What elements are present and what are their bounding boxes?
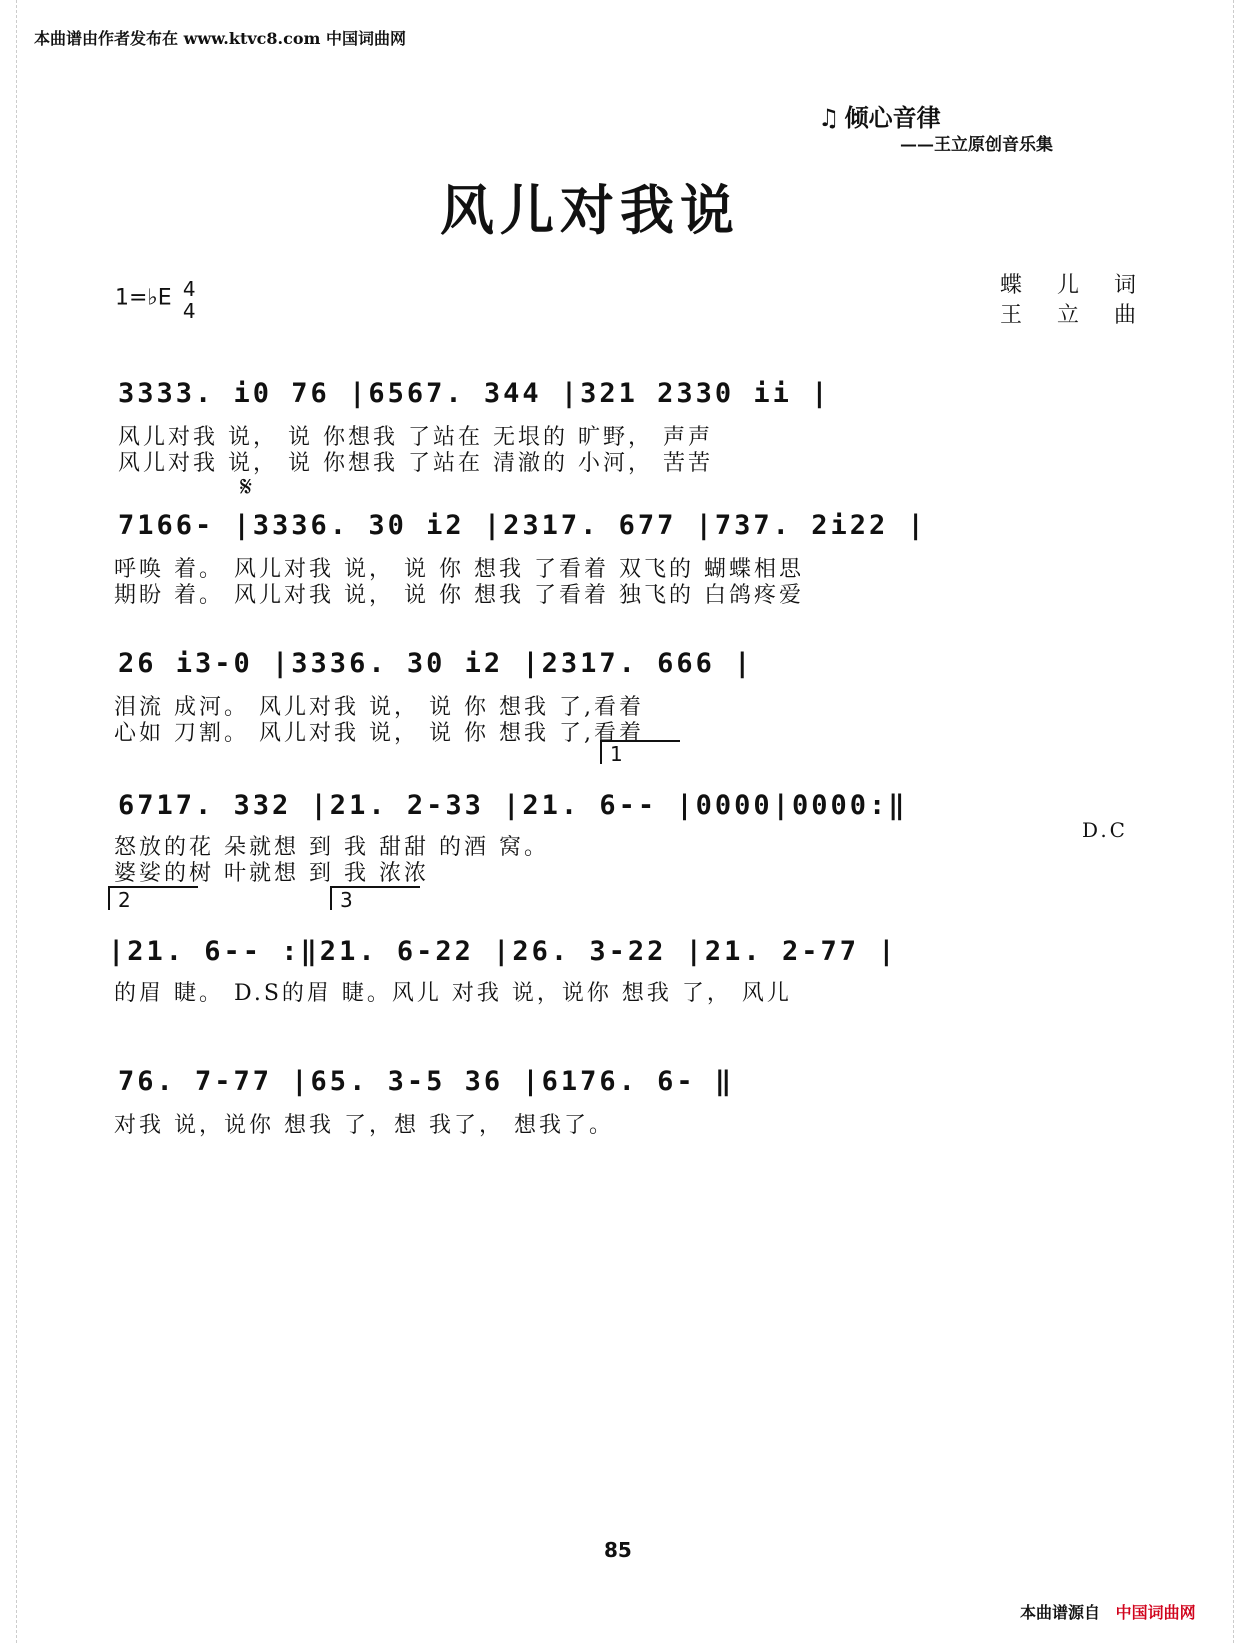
page-number: 85 [604, 1538, 632, 1562]
score-row-4-notes: 6717. 332 |21. 2-33 |21. 6-- |0000|0000:‖ [118, 790, 908, 821]
lyricist-credit: 蝶 儿 词 [1000, 273, 1150, 298]
score-row-4-lyrics-1: 怒放的花 朵就想 到 我 甜甜 的酒 窝。 [114, 835, 549, 860]
score-row-1-lyrics-2: 风儿对我 说， 说 你想我 了站在 清澈的 小河， 苦苦 [118, 451, 713, 476]
dc-mark: D.C [1082, 818, 1128, 842]
score-row-6-lyrics-1: 对我 说，说你 想我 了，想 我了， 想我了。 [114, 1113, 614, 1138]
score-row-2-lyrics-2: 期盼 着。 风儿对我 说， 说 你 想我 了看着 独飞的 白鸽疼爱 [114, 583, 804, 608]
volta-2: 2 [108, 886, 198, 910]
score-row-1-lyrics-1: 风儿对我 说， 说 你想我 了站在 无垠的 旷野， 声声 [118, 425, 713, 450]
time-bottom: 4 [182, 299, 196, 323]
key-signature [115, 278, 196, 322]
score-row-6-notes: 76. 7-77 |65. 3-5 36 |6176. 6- ‖ [118, 1066, 735, 1097]
score-row-1-notes: 3333. i0 76 |6567. 344 |321 2330 ii | [118, 378, 831, 409]
right-watermark-strip [1233, 0, 1248, 1643]
score-row-3-lyrics-1: 泪流 成河。 风儿对我 说， 说 你 想我 了,看着 [114, 695, 644, 720]
time-top: 4 [182, 277, 196, 301]
key-label: 1=♭E [115, 285, 172, 311]
footer-site-link[interactable]: 中国词曲网 [1115, 1603, 1196, 1622]
segno-icon: 𝄋 [240, 470, 253, 503]
series-logo [818, 98, 941, 133]
footer-source [1020, 1600, 1196, 1623]
score-row-3-lyrics-2: 心如 刀割。 风儿对我 说， 说 你 想我 了,看着 [114, 721, 644, 746]
score-row-5-lyrics-1: 的眉 睫。 D.S的眉 睫。风儿 对我 说，说你 想我 了， 风儿 [114, 981, 792, 1006]
footer-label: 本曲谱源自 [1020, 1603, 1101, 1622]
music-note-icon: ♫ [818, 103, 840, 132]
volta-3: 3 [330, 886, 420, 910]
score-row-2-lyrics-1: 呼唤 着。 风儿对我 说， 说 你 想我 了看着 双飞的 蝴蝶相思 [114, 557, 804, 582]
brand-text: 倾心音律 [844, 103, 941, 132]
time-signature [183, 278, 196, 322]
song-title: 风儿对我说 [440, 178, 740, 242]
header-source-text: 本曲谱由作者发布在 www.ktvc8.com 中国词曲网 [34, 29, 406, 48]
score-row-4-lyrics-2: 婆娑的树 叶就想 到 我 浓浓 [114, 861, 429, 886]
series-subtitle: ——王立原创音乐集 [900, 135, 1053, 155]
composer-credit: 王 立 曲 [1000, 303, 1150, 328]
score-row-2-notes: 7166- |3336. 30 i2 |2317. 677 |737. 2i22 | [118, 510, 927, 541]
score-row-3-notes: 26 i3-0 |3336. 30 i2 |2317. 666 | [118, 648, 754, 679]
score-row-5-notes: |21. 6-- :‖21. 6-22 |26. 3-22 |21. 2-77 | [108, 936, 898, 967]
volta-1: 1 [600, 740, 680, 764]
left-watermark-strip [2, 0, 17, 1643]
